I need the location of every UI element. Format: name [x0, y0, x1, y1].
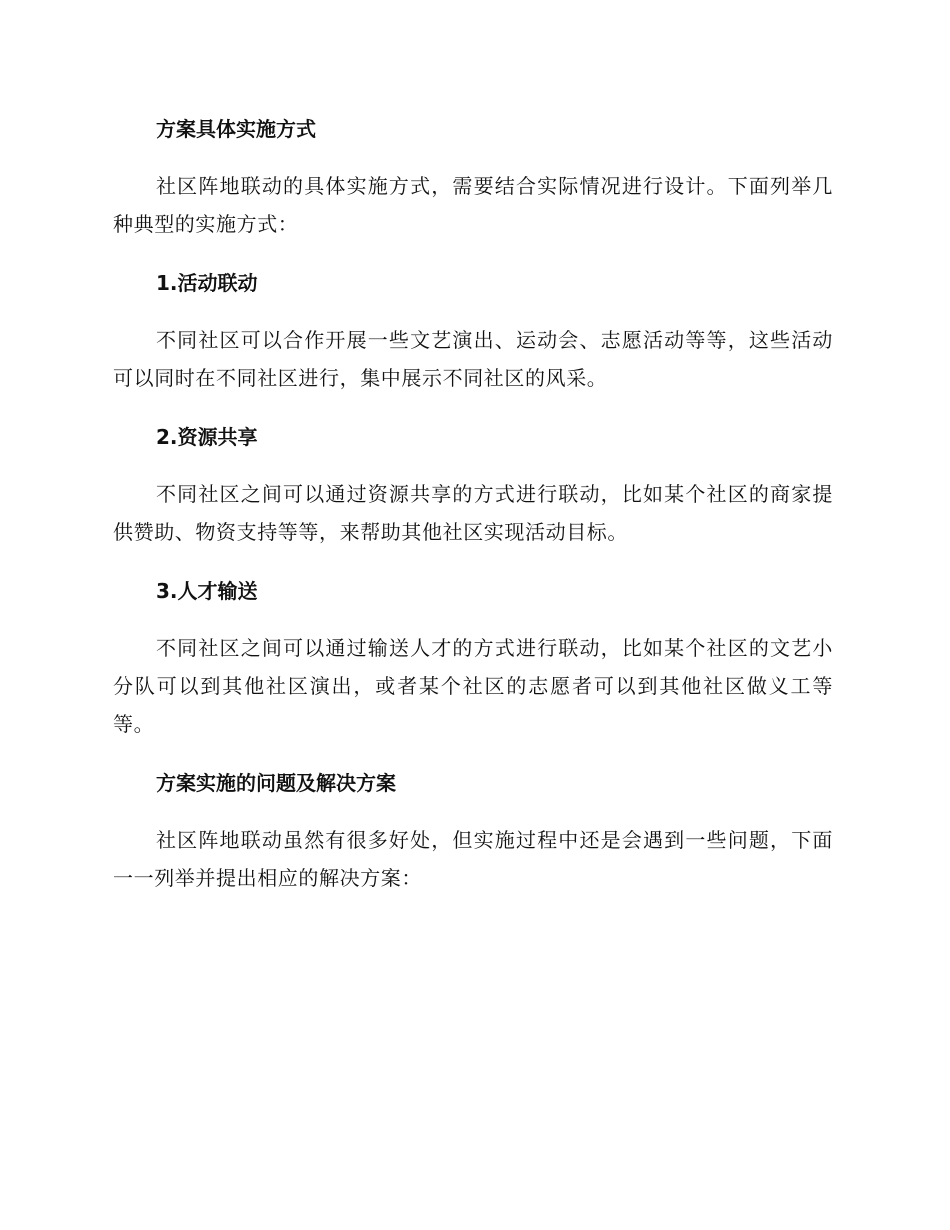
section-heading-implementation: 方案具体实施方式 [156, 117, 316, 141]
section-heading-problems-solutions: 方案实施的问题及解决方案 [156, 771, 396, 795]
document-body [113, 113, 833, 897]
section-paragraph-resource-sharing: 不同社区之间可以通过资源共享的方式进行联动，比如某个社区的商家提供赞助、物资支持等等，来帮助其他社区实现活动目标。 [113, 482, 833, 544]
section-paragraph-talent-transfer: 不同社区之间可以通过输送人才的方式进行联动，比如某个社区的文艺小分队可以到其他社区演出，或者某个社区的志愿者可以到其他社区做义工等等。 [113, 636, 833, 736]
section-heading-activity-linkage: 1.活动联动 [156, 271, 258, 295]
section-paragraph-implementation: 社区阵地联动的具体实施方式，需要结合实际情况进行设计。下面列举几种典型的实施方式： [113, 174, 833, 236]
section-paragraph-activity-linkage: 不同社区可以合作开展一些文艺演出、运动会、志愿活动等等，这些活动可以同时在不同社区进行，集中展示不同社区的风采。 [113, 328, 833, 390]
section-heading-resource-sharing: 2.资源共享 [156, 425, 258, 449]
section-paragraph-problems-solutions: 社区阵地联动虽然有很多好处，但实施过程中还是会遇到一些问题，下面一一列举并提出相应的解决方案： [113, 828, 833, 890]
section-heading-talent-transfer: 3.人才输送 [156, 579, 258, 603]
